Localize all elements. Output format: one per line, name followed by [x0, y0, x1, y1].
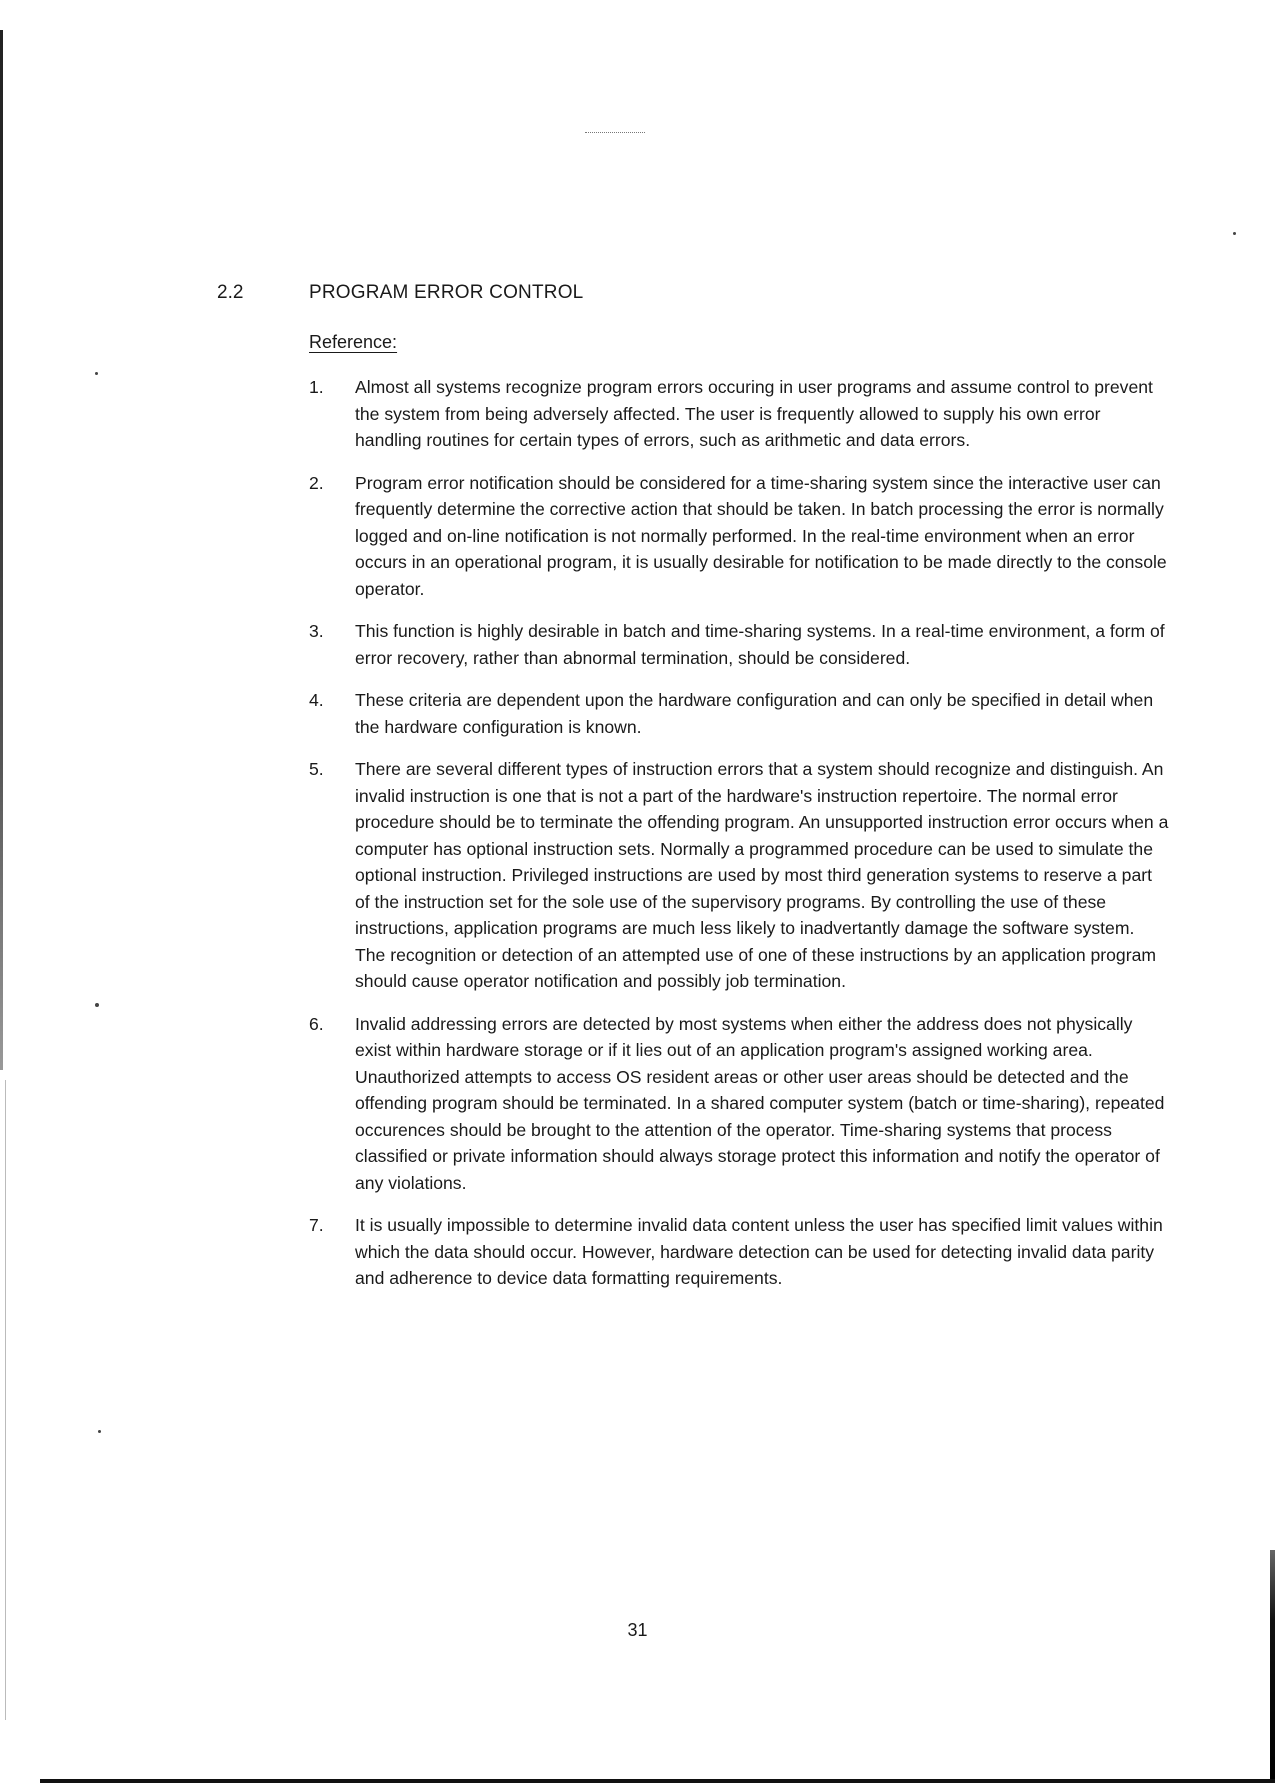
list-item	[309, 687, 1169, 740]
item-text: It is usually impossible to determine invalid data content unless the user has specified limit values within which the data should occur. However, hardware detection can be used for detecting invalid data parity and adherence to device data formatting requirements.	[355, 1215, 1163, 1288]
scan-edge-right	[1270, 1550, 1275, 1782]
item-number: 1.	[309, 377, 324, 397]
section-title: PROGRAM ERROR CONTROL	[309, 282, 584, 303]
list-item	[309, 618, 1169, 671]
item-text: These criteria are dependent upon the hardware configuration and can only be specified in detail when the hardware configuration is known.	[355, 690, 1154, 737]
item-number: 4.	[309, 690, 324, 710]
item-number: 6.	[309, 1013, 324, 1034]
item-number: 3.	[309, 621, 324, 641]
item-text: This function is highly desirable in batch and time-sharing systems. In a real-time environment, a form of error recovery, rather than abnormal termination, should be considered.	[355, 621, 1165, 668]
page-number: 31	[627, 1620, 648, 1640]
scan-speck	[98, 1430, 101, 1433]
section-number: 2.2	[217, 282, 244, 303]
list-item	[309, 374, 1169, 454]
item-text: Invalid addressing errors are detected by most systems when either the address does not physically exist within hardware storage or if it lies out of an application program's assigned working area. Unauthorized attempts to access OS resident areas or other user areas should be detected and the offending program should be terminated. In a shared computer system (batch or time-sharing), repeated occurences should be brought to the attention of the operator. Time-sharing systems that process classified or private information should always storage protect this information and notify the operator of any violations.	[355, 1013, 1165, 1193]
reference-heading: Reference:	[309, 332, 398, 352]
list-item	[309, 470, 1169, 603]
scan-speck	[95, 1003, 99, 1007]
scan-dash-mark	[585, 132, 645, 134]
item-number: 5.	[309, 759, 324, 779]
reference-list	[309, 374, 1169, 1308]
item-number: 7.	[309, 1215, 324, 1235]
item-text: There are several different types of instruction errors that a system should recognize and distinguish. An invalid instruction is one that is not a part of the hardware's instruction repertoire. The normal error procedure should be to terminate the offending program. An unsupported instruction error occurs when a computer has optional instruction sets. Normally a programmed procedure can be used to simulate the optional instruction. Privileged instructions are used by most third generation systems to reserve a part of the instruction set for the sole use of the supervisory programs. By controlling the use of these instructions, application programs are much less likely to inadvertantly damage the software system. The recognition or detection of an attempted use of one of these instructions by an application program should cause operator notification and possibly job termination.	[355, 759, 1169, 991]
list-item	[309, 1011, 1169, 1197]
scan-speck	[1233, 232, 1236, 235]
scan-edge-left	[0, 30, 3, 1070]
item-text: Program error notification should be considered for a time-sharing system since the interactive user can frequently determine the corrective action that should be taken. In batch processing the error is normally logged and on-line notification is not normally performed. In the real-time environment when an error occurs in an operational program, it is usually desirable for notification to be made directly to the console operator.	[355, 472, 1167, 599]
item-text: Almost all systems recognize program errors occuring in user programs and assume control to prevent the system from being adversely affected. The user is frequently allowed to supply his own error handling routines for certain types of errors, such as arithmetic and data errors.	[355, 377, 1153, 450]
list-item	[309, 1212, 1169, 1292]
item-number: 2.	[309, 472, 324, 493]
list-item	[309, 756, 1169, 995]
scan-edge-bottom	[40, 1779, 1275, 1783]
scan-speck	[95, 372, 98, 375]
